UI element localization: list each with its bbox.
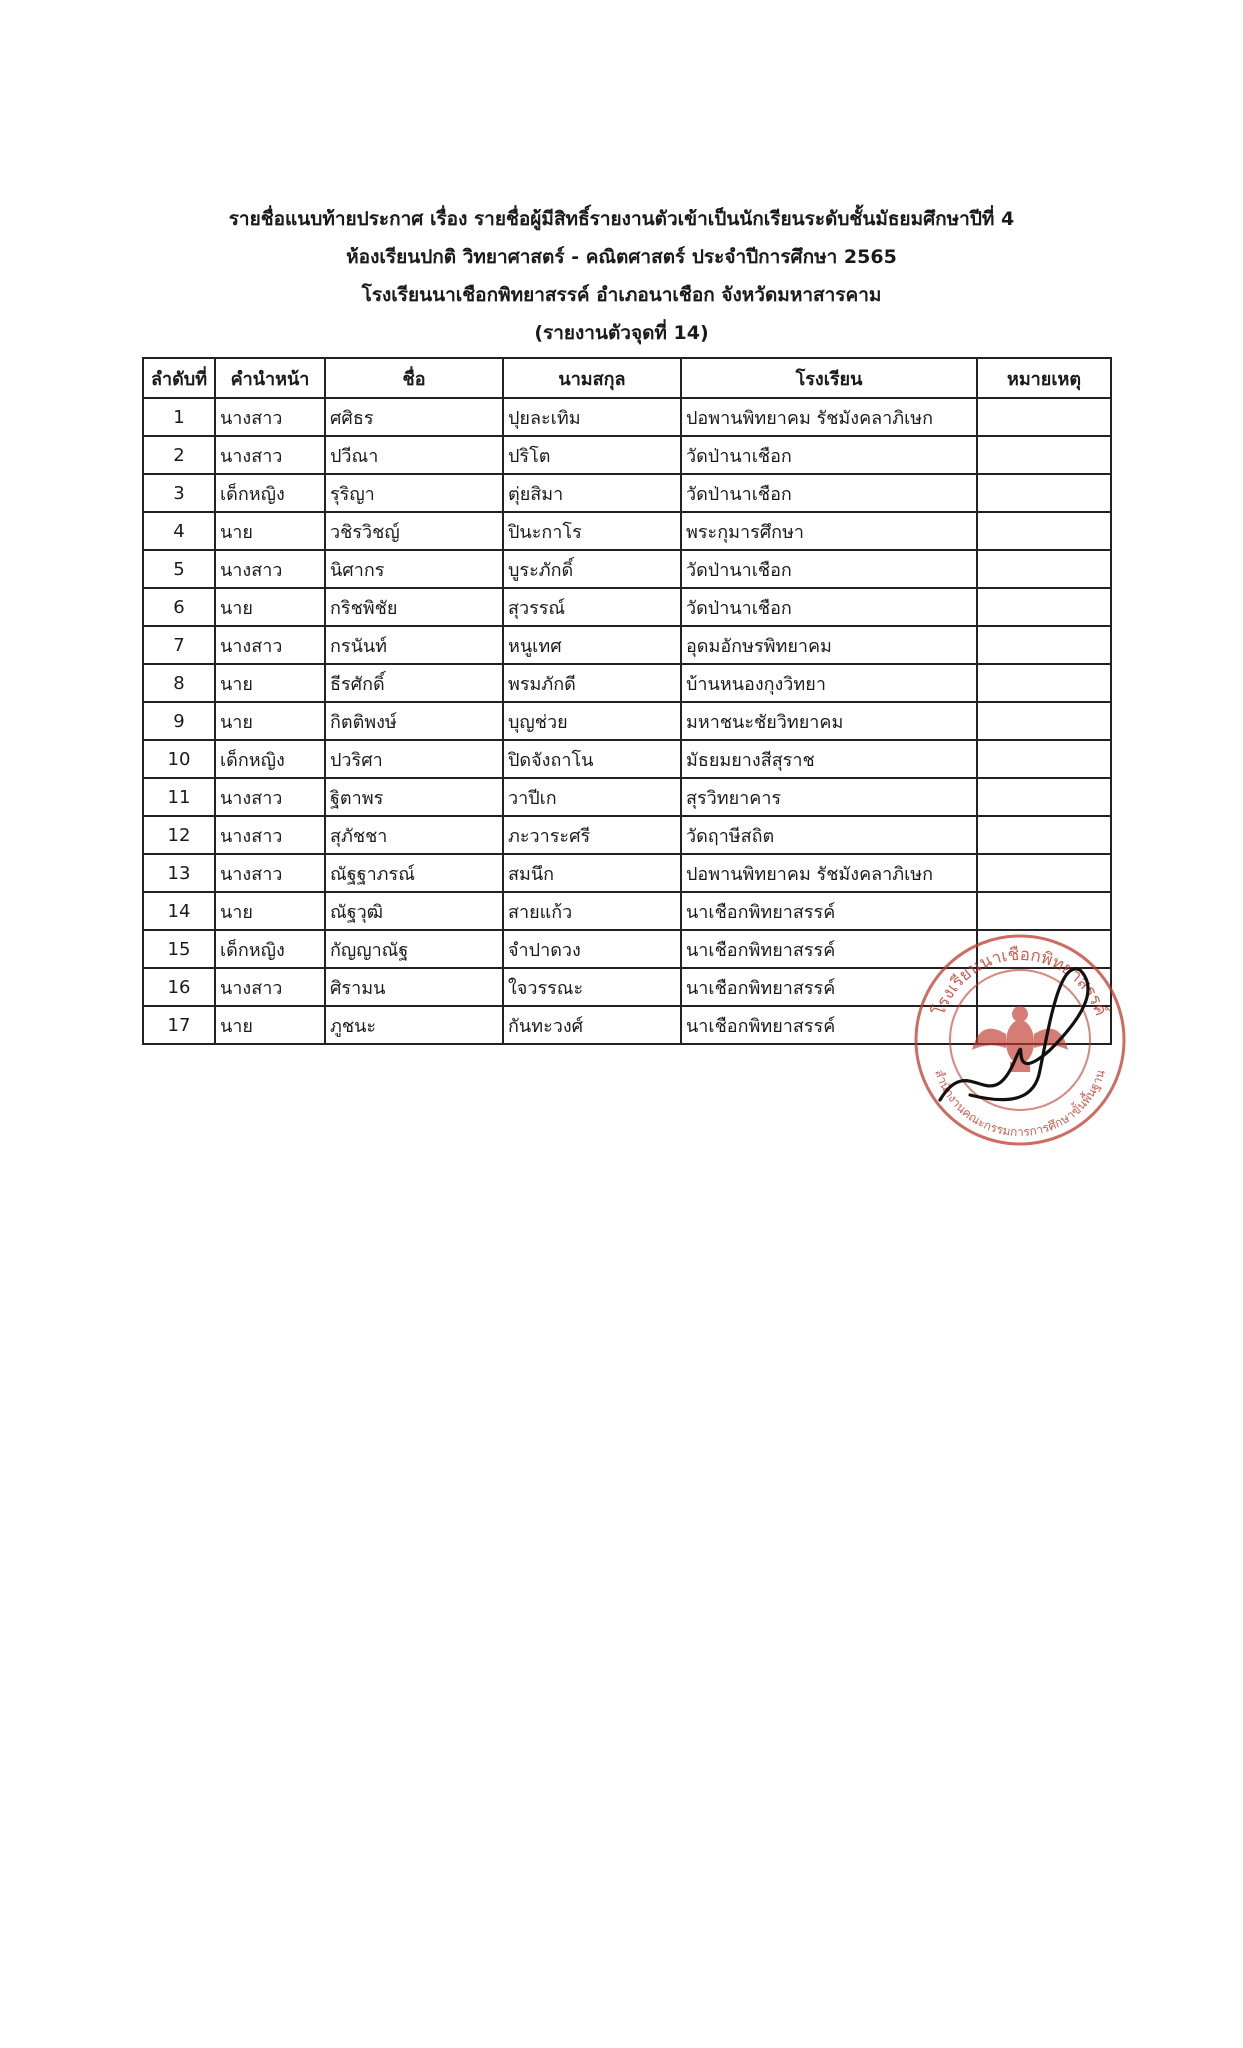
cell-order: 11 xyxy=(143,778,215,816)
table-row xyxy=(143,436,1111,474)
cell-last-name: สุวรรณ์ xyxy=(503,588,681,626)
cell-remark xyxy=(977,474,1111,512)
cell-prefix: นางสาว xyxy=(215,778,325,816)
column-header-school: โรงเรียน xyxy=(681,358,977,398)
svg-text:สำนักงานคณะกรรมการการศึกษาขั้น xyxy=(932,1068,1108,1139)
cell-school: อุดมอักษรพิทยาคม xyxy=(681,626,977,664)
cell-order: 15 xyxy=(143,930,215,968)
table-row xyxy=(143,588,1111,626)
cell-last-name: บูระภักดิ์ xyxy=(503,550,681,588)
cell-first-name: ปวีณา xyxy=(325,436,503,474)
cell-prefix: นาย xyxy=(215,512,325,550)
header-title-line: รายชื่อแนบท้ายประกาศ เรื่อง รายชื่อผู้มีสิทธิ์รายงานตัวเข้าเป็นนักเรียนระดับชั้นมัธยมศึกษาปีที่ 4 xyxy=(228,208,1015,230)
cell-prefix: เด็กหญิง xyxy=(215,740,325,778)
cell-first-name: ภูชนะ xyxy=(325,1006,503,1044)
table-row xyxy=(143,550,1111,588)
cell-first-name: สุภัชชา xyxy=(325,816,503,854)
cell-remark xyxy=(977,398,1111,436)
cell-last-name: บุญช่วย xyxy=(503,702,681,740)
cell-school: นาเชือกพิทยาสรรค์ xyxy=(681,892,977,930)
header-checkpoint-line: (รายงานตัวจุดที่ 14) xyxy=(534,322,709,344)
cell-first-name: ฐิตาพร xyxy=(325,778,503,816)
seal-text-bottom: สำนักงานคณะกรรมการการศึกษาขั้นพื้นฐาน xyxy=(932,1067,1108,1140)
column-header-remark: หมายเหตุ xyxy=(977,358,1111,398)
cell-order: 2 xyxy=(143,436,215,474)
cell-order: 8 xyxy=(143,664,215,702)
cell-order: 17 xyxy=(143,1006,215,1044)
cell-prefix: นาย xyxy=(215,664,325,702)
cell-prefix: นางสาว xyxy=(215,968,325,1006)
cell-order: 9 xyxy=(143,702,215,740)
cell-school: วัดป่านาเชือก xyxy=(681,588,977,626)
cell-prefix: นางสาว xyxy=(215,626,325,664)
cell-last-name: สมนึก xyxy=(503,854,681,892)
cell-school: มัธยมยางสีสุราช xyxy=(681,740,977,778)
cell-last-name: ใจวรรณะ xyxy=(503,968,681,1006)
cell-last-name: ปิดจังถาโน xyxy=(503,740,681,778)
column-header-first-name: ชื่อ xyxy=(325,358,503,398)
cell-first-name: ศศิธร xyxy=(325,398,503,436)
cell-remark xyxy=(977,436,1111,474)
cell-order: 13 xyxy=(143,854,215,892)
cell-prefix: เด็กหญิง xyxy=(215,930,325,968)
table-row xyxy=(143,474,1111,512)
column-header-prefix: คำนำหน้า xyxy=(215,358,325,398)
garuda-emblem-icon xyxy=(972,1006,1068,1072)
cell-last-name: ปินะกาโร xyxy=(503,512,681,550)
cell-last-name: จำปาดวง xyxy=(503,930,681,968)
cell-order: 12 xyxy=(143,816,215,854)
cell-first-name: ปวริศา xyxy=(325,740,503,778)
cell-order: 10 xyxy=(143,740,215,778)
cell-remark xyxy=(977,588,1111,626)
cell-school: ปอพานพิทยาคม รัชมังคลาภิเษก xyxy=(681,854,977,892)
cell-prefix: นางสาว xyxy=(215,436,325,474)
cell-school: ปอพานพิทยาคม รัชมังคลาภิเษก xyxy=(681,398,977,436)
cell-last-name: ปริโต xyxy=(503,436,681,474)
cell-prefix: นางสาว xyxy=(215,398,325,436)
cell-remark xyxy=(977,854,1111,892)
cell-first-name: รุริญา xyxy=(325,474,503,512)
cell-first-name: กริชพิชัย xyxy=(325,588,503,626)
cell-prefix: นาย xyxy=(215,588,325,626)
cell-school: นาเชือกพิทยาสรรค์ xyxy=(681,1006,977,1044)
column-header-order: ลำดับที่ xyxy=(143,358,215,398)
cell-school: มหาชนะชัยวิทยาคม xyxy=(681,702,977,740)
header-program-line: ห้องเรียนปกติ วิทยาศาสตร์ - คณิตศาสตร์ ประจำปีการศึกษา 2565 xyxy=(346,246,897,268)
cell-first-name: กรนันท์ xyxy=(325,626,503,664)
table-row xyxy=(143,626,1111,664)
cell-first-name: นิศากร xyxy=(325,550,503,588)
cell-school: วัดป่านาเชือก xyxy=(681,550,977,588)
table-row xyxy=(143,702,1111,740)
cell-remark xyxy=(977,512,1111,550)
cell-school: วัดป่านาเชือก xyxy=(681,474,977,512)
cell-last-name: สายแก้ว xyxy=(503,892,681,930)
table-row xyxy=(143,778,1111,816)
cell-order: 5 xyxy=(143,550,215,588)
cell-order: 4 xyxy=(143,512,215,550)
cell-remark xyxy=(977,626,1111,664)
cell-school: วัดป่านาเชือก xyxy=(681,436,977,474)
column-header-last-name: นามสกุล xyxy=(503,358,681,398)
table-row xyxy=(143,398,1111,436)
cell-order: 3 xyxy=(143,474,215,512)
cell-prefix: นาย xyxy=(215,1006,325,1044)
cell-last-name: ตุ่ยสิมา xyxy=(503,474,681,512)
table-header-row xyxy=(143,358,1111,398)
table-row xyxy=(143,740,1111,778)
table-row xyxy=(143,892,1111,930)
cell-prefix: นางสาว xyxy=(215,854,325,892)
cell-last-name: วาปีเก xyxy=(503,778,681,816)
table-row xyxy=(143,664,1111,702)
cell-first-name: ณัฐวุฒิ xyxy=(325,892,503,930)
cell-school: นาเชือกพิทยาสรรค์ xyxy=(681,930,977,968)
cell-last-name: หนูเทศ xyxy=(503,626,681,664)
table-row xyxy=(143,512,1111,550)
cell-prefix: นางสาว xyxy=(215,550,325,588)
seal-text-top: โรงเรียนนาเชือกพิทยาสรรค์ xyxy=(929,944,1111,1019)
cell-last-name: พรมภักดี xyxy=(503,664,681,702)
cell-remark xyxy=(977,778,1111,816)
cell-order: 1 xyxy=(143,398,215,436)
cell-last-name: ปุยละเทิม xyxy=(503,398,681,436)
cell-prefix: นางสาว xyxy=(215,816,325,854)
cell-school: วัดฤาษีสถิต xyxy=(681,816,977,854)
cell-order: 16 xyxy=(143,968,215,1006)
cell-first-name: กิตติพงษ์ xyxy=(325,702,503,740)
cell-remark xyxy=(977,892,1111,930)
cell-last-name: ภะวาระศรี xyxy=(503,816,681,854)
cell-prefix: นาย xyxy=(215,702,325,740)
cell-school: บ้านหนองกุงวิทยา xyxy=(681,664,977,702)
cell-school: นาเชือกพิทยาสรรค์ xyxy=(681,968,977,1006)
document-header xyxy=(0,200,1243,352)
cell-prefix: เด็กหญิง xyxy=(215,474,325,512)
cell-school: สุรวิทยาคาร xyxy=(681,778,977,816)
cell-first-name: ณัฐฐาภรณ์ xyxy=(325,854,503,892)
cell-school: พระกุมารศึกษา xyxy=(681,512,977,550)
cell-remark xyxy=(977,702,1111,740)
cell-first-name: ศิรามน xyxy=(325,968,503,1006)
cell-remark xyxy=(977,740,1111,778)
school-seal-stamp xyxy=(910,930,1130,1150)
table-row xyxy=(143,854,1111,892)
cell-last-name: กันทะวงศ์ xyxy=(503,1006,681,1044)
table-row xyxy=(143,816,1111,854)
header-school-line: โรงเรียนนาเชือกพิทยาสรรค์ อำเภอนาเชือก จังหวัดมหาสารคาม xyxy=(361,284,882,306)
cell-remark xyxy=(977,550,1111,588)
cell-prefix: นาย xyxy=(215,892,325,930)
cell-remark xyxy=(977,664,1111,702)
cell-first-name: วชิรวิชญ์ xyxy=(325,512,503,550)
cell-remark xyxy=(977,816,1111,854)
cell-order: 6 xyxy=(143,588,215,626)
cell-order: 14 xyxy=(143,892,215,930)
cell-first-name: ธีรศักดิ์ xyxy=(325,664,503,702)
cell-order: 7 xyxy=(143,626,215,664)
cell-first-name: กัญญาณัฐ xyxy=(325,930,503,968)
